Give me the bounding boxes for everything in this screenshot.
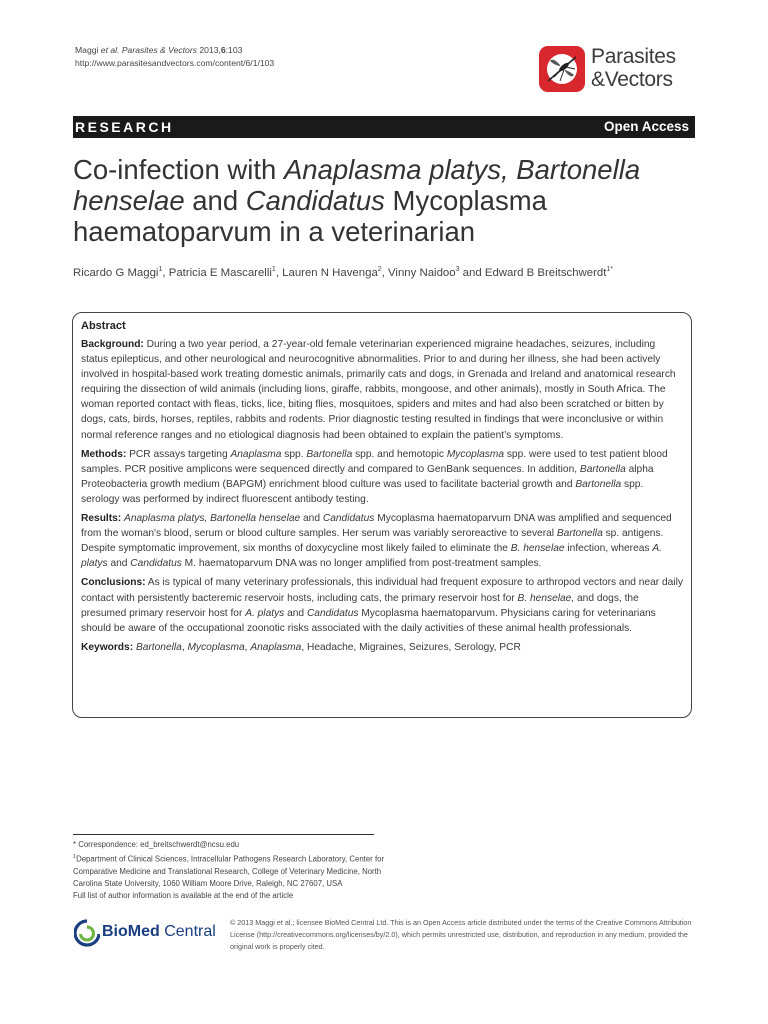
citation-line [75,44,274,57]
keyword: Anaplasma [250,641,302,653]
section-italic: Candidatus [322,513,375,525]
section-text: spp. were used to test patient blood samples. PCR positive amplicons were sequenced directly and compared to GenBank sequences. In addition, [81,448,668,475]
title-part: and [184,185,246,216]
keyword: Bartonella [135,641,182,653]
section-italic: Bartonella [556,528,603,540]
abstract-box [72,312,692,718]
section-italic: Bartonella [306,448,353,460]
author-separator: , [275,266,283,279]
biomed-central-logo-icon [74,919,100,949]
abstract-results [81,511,684,571]
author-name: Vinny Naidoo [388,266,456,279]
citation-page: :103 [225,45,243,55]
footnote-divider [73,834,374,835]
publisher-name-rest: Central [159,923,216,940]
abstract-heading: Abstract [81,320,126,332]
section-text: and dogs, the presumed primary reservoir host for [81,592,639,619]
section-label: Conclusions: [81,577,146,589]
section-text: and [300,513,323,525]
section-text: spp. serology was performed by indirect fluorescent antibody testing. [81,478,644,505]
section-text: and [107,558,131,570]
footnotes [73,839,393,902]
section-italic: Anaplasma [230,448,282,460]
abstract-conclusions [81,575,684,635]
section-text: sp. antigens. Despite symptomatic improvement, six months of doxycycline most likely failed to eliminate the [81,528,664,555]
section-italic: Mycoplasma [446,448,504,460]
section-italic: Candidatus [306,607,359,619]
author-affiliation-sup: 2 [377,266,382,273]
author-separator: , [381,266,389,279]
section-text: alpha Proteobacteria growth medium (BAPGM) enrichment blood culture was used to facilitate bacterial growth and [81,463,654,490]
open-access-label: Open Access [603,119,689,134]
citation-author: Maggi [75,45,99,55]
section-italic: A. platys [245,607,285,619]
section-text: spp. [281,448,307,460]
section-text: Mycoplasma haematoparvum. Physicians caring for veterinarians should be aware of the occupational zoonotic risks associated with the daily activities of these animal health professionals. [81,607,656,634]
section-label: Keywords: [81,641,134,653]
correspondence-email-link[interactable]: * Correspondence: ed_breitschwerdt@ncsu.edu [73,840,240,849]
article-type-label: RESEARCH [75,119,174,135]
section-text: spp. and hemotopic [352,448,447,460]
author-affiliation-sup: 1 [158,266,163,273]
section-text: infection, whereas [564,543,653,555]
keyword-separator: , [181,641,188,653]
mosquito-logo-icon [538,45,586,93]
license-statement: © 2013 Maggi et al.; licensee BioMed Central Ltd. This is an Open Access article distributed under the terms of the Creative Commons Attribution License (http://creativecommons.org/licenses/by/2.0), which permits unrestricted use, distribution, and reproduction in any medium, provided the original work is properly cited. [230,918,692,951]
author-info-note: Full list of author information is available at the end of the article [73,890,294,900]
author-name: Ricardo G Maggi [73,266,159,279]
publisher-logo [74,918,224,952]
citation-etal: et al. [100,45,120,55]
section-italic: Bartonella [575,478,622,490]
article-type-band [73,116,695,138]
section-label: Background: [81,339,144,350]
citation-journal: Parasites & Vectors [121,45,197,55]
section-label: Methods: [81,448,127,460]
author-name: Edward B Breitschwerdt [484,266,607,279]
section-italic: Candidatus [130,558,182,570]
section-text: PCR assays targeting [126,448,231,460]
author-separator: , [162,266,169,279]
author-name: Lauren N Havenga [282,266,378,279]
article-url-link[interactable]: http://www.parasitesandvectors.com/content/6/1/103 [75,58,275,68]
section-italic: A. platys [81,543,662,570]
abstract-keywords [81,640,684,655]
keyword-list: , Headache, Migraines, Seizures, Serology, PCR [301,641,521,653]
publisher-logo-text [102,923,216,941]
title-italic-part: Anaplasma platys, Bartonella henselae [73,154,641,216]
section-italic: B. henselae, [517,592,575,604]
abstract-background [81,337,684,443]
section-italic: B. henselae [510,543,565,555]
affiliation [73,851,393,890]
citation-volume: 6 [220,45,226,55]
section-italic: Anaplasma platys, Bartonella henselae [124,513,301,525]
author-separator: and [459,266,485,279]
section-text: Mycoplasma haematoparvum DNA was amplified and sequenced from the woman's blood, serum or blood culture samples. Her serum was variably seroreactive to several [81,513,672,540]
section-text: During a two year period, a 27-year-old female veterinarian experienced migraine headaches, seizures, including status epilepticus, and other neurological and neurocognitive abnormalities. Prior to and during her illness, she had been actively involved in hospital-based work treating domestic animals, primarily cats and dogs, in Grenada and Ireland and anatomical research requiring the dissection of wild animals (including lions, giraffe, rabbits, mongoose, and other animals), mostly in South Africa. The woman reported contact with fleas, ticks, lice, biting flies, mosquitoes, spiders and mites and had also been scratched or bitten by dogs, cats, birds, horses, reptiles, rabbits and rodents. Prior diagnostic testing resulted in findings that were inconclusive or within normal reference ranges and no etiological diagnosis had been obtained to explain the patient’s symptoms. [81,339,676,441]
journal-logo [538,45,698,95]
section-text: As is typical of many veterinary professionals, this individual had frequent exposure to arthropod vectors and near daily contact with persistently bacteremic reservoir hosts, including cats, the primary reservoir host for [81,577,683,604]
keyword: Mycoplasma [187,641,245,653]
title-part: Co-infection with [73,154,284,185]
author-name: Patricia E Mascarelli [168,266,272,279]
author-affiliation-sup: 1* [606,266,614,273]
affiliation-sup: 1 [73,854,77,860]
title-part: Mycoplasma haematoparvum in a veterinarian [73,185,547,247]
citation-year: 2013, [199,45,221,55]
publisher-name-bold: BioMed [102,923,160,940]
section-italic: Bartonella [579,463,626,475]
author-list [73,266,693,279]
affiliation-text: Department of Clinical Sciences, Intracellular Pathogens Research Laboratory, Center for Comparative Medicine and Translational Research, College of Veterinary Medicine, North Carolina State University, 1060 William Moore Drive, Raleigh, NC 27607, USA [73,854,385,888]
title-italic-part: Candidatus [245,185,385,216]
section-label: Results: [81,513,122,525]
author-affiliation-sup: 1 [271,266,276,273]
article-citation [75,44,274,70]
keyword-separator: , [244,641,251,653]
journal-logo-line2: &Vectors [591,68,673,91]
journal-logo-text [591,45,676,91]
journal-logo-line1: Parasites [591,45,676,68]
article-title [73,154,693,247]
abstract-methods [81,447,684,507]
section-text: M. haematoparvum DNA was no longer amplified from post-treatment samples. [181,558,542,570]
section-text: and [284,607,307,619]
author-affiliation-sup: 3 [455,266,460,273]
